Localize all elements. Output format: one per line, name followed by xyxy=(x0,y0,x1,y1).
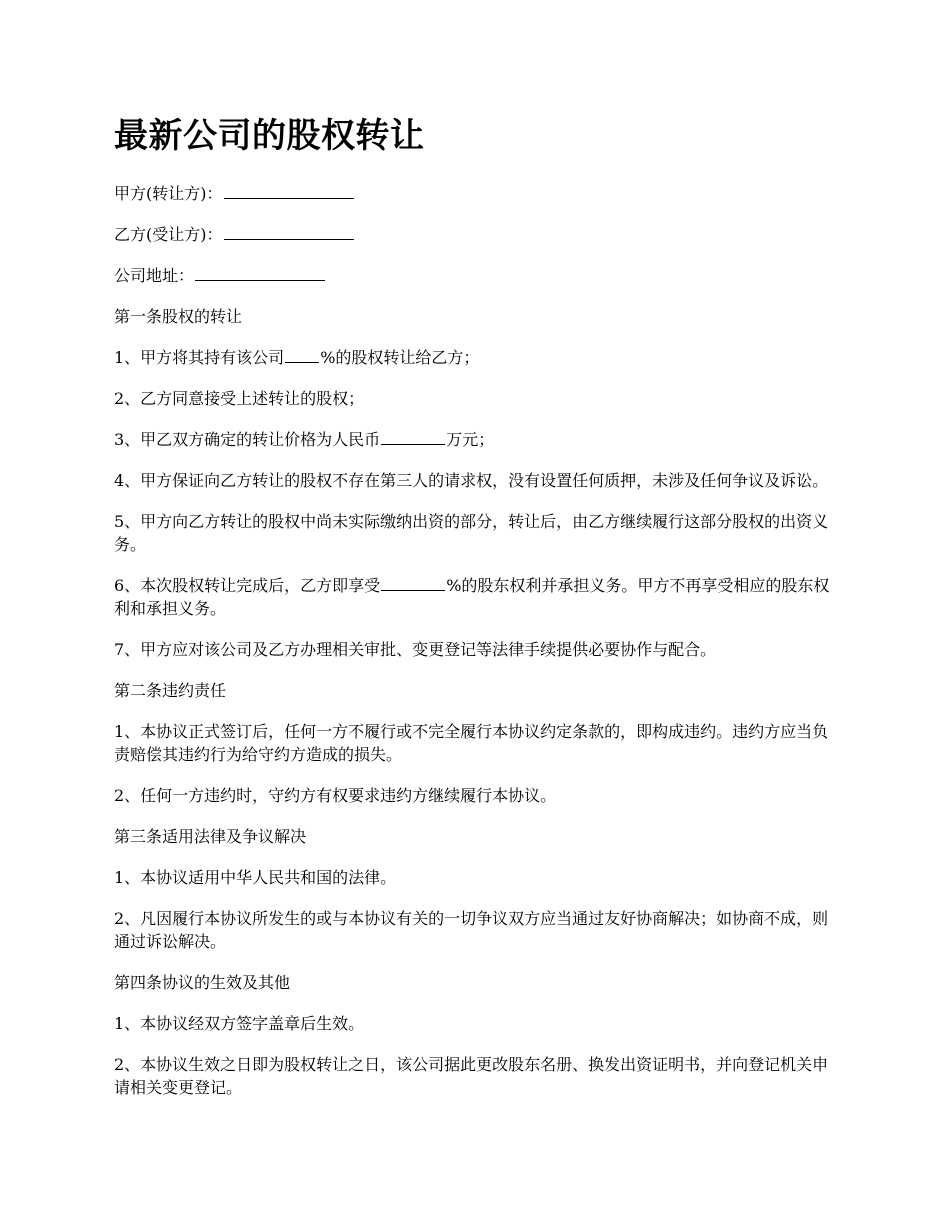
party-b-blank xyxy=(224,223,354,240)
article2-clause-2: 2、任何一方违约时，守约方有权要求违约方继续履行本协议。 xyxy=(114,786,557,805)
article4-heading: 第四条协议的生效及其他 xyxy=(114,973,291,992)
percent-blank xyxy=(285,346,319,363)
article3-clause-2: 2、凡因履行本协议所发生的或与本协议有关的一切争议双方应当通过友好协商解决；如协商不成，则通过诉讼解决。 xyxy=(114,909,829,951)
company-address-label: 公司地址： xyxy=(114,266,195,285)
document-page xyxy=(114,108,844,1117)
article1-clause-6 xyxy=(114,574,844,620)
article1-heading: 第一条股权的转让 xyxy=(114,307,243,326)
clause-text: 1、甲方将其持有该公司 xyxy=(114,348,285,367)
article1-clause-1 xyxy=(114,346,844,369)
article1-clause-2: 2、乙方同意接受上述转让的股权； xyxy=(114,389,365,408)
article1-clause-5: 5、甲方向乙方转让的股权中尚未实际缴纳出资的部分，转让后，由乙方继续履行这部分股权的出资义务。 xyxy=(114,512,829,554)
clause-text: %的股权转让给乙方； xyxy=(320,348,480,367)
clause-text: %的股东权利并承担义务。甲方不再享受相应的股东权利和承担义务。 xyxy=(114,576,830,618)
article1-clause-4: 4、甲方保证向乙方转让的股权不存在第三人的请求权，没有设置任何质押，未涉及任何争议及诉讼。 xyxy=(114,471,829,490)
document-title: 最新公司的股权转让 xyxy=(114,116,425,156)
article3-heading: 第三条适用法律及争议解决 xyxy=(114,827,307,846)
party-b-label: 乙方(受让方)： xyxy=(114,225,223,244)
party-a-blank xyxy=(224,182,354,199)
clause-text: 3、甲乙双方确定的转让价格为人民币 xyxy=(114,430,381,449)
article2-heading: 第二条违约责任 xyxy=(114,681,227,700)
party-b-line xyxy=(114,223,844,246)
party-a-line xyxy=(114,182,844,205)
clause-text: 6、本次股权转让完成后，乙方即享受 xyxy=(114,576,381,595)
party-a-label: 甲方(转让方)： xyxy=(114,184,223,203)
company-address-line xyxy=(114,264,844,287)
article1-clause-7: 7、甲方应对该公司及乙方办理相关审批、变更登记等法律手续提供必要协作与配合。 xyxy=(114,640,717,659)
company-address-blank xyxy=(195,264,325,281)
price-blank xyxy=(381,428,445,445)
article4-clause-1: 1、本协议经双方签字盖章后生效。 xyxy=(114,1014,365,1033)
article3-clause-1: 1、本协议适用中华人民共和国的法律。 xyxy=(114,868,397,887)
clause-text: 万元； xyxy=(446,430,495,449)
article1-clause-3 xyxy=(114,428,844,451)
percent-blank xyxy=(381,574,445,591)
article4-clause-2: 2、本协议生效之日即为股权转让之日，该公司据此更改股东名册、换发出资证明书，并向登记机关申请相关变更登记。 xyxy=(114,1055,829,1097)
article2-clause-1: 1、本协议正式签订后，任何一方不履行或不完全履行本协议约定条款的，即构成违约。违约方应当负责赔偿其违约行为给守约方造成的损失。 xyxy=(114,722,829,764)
